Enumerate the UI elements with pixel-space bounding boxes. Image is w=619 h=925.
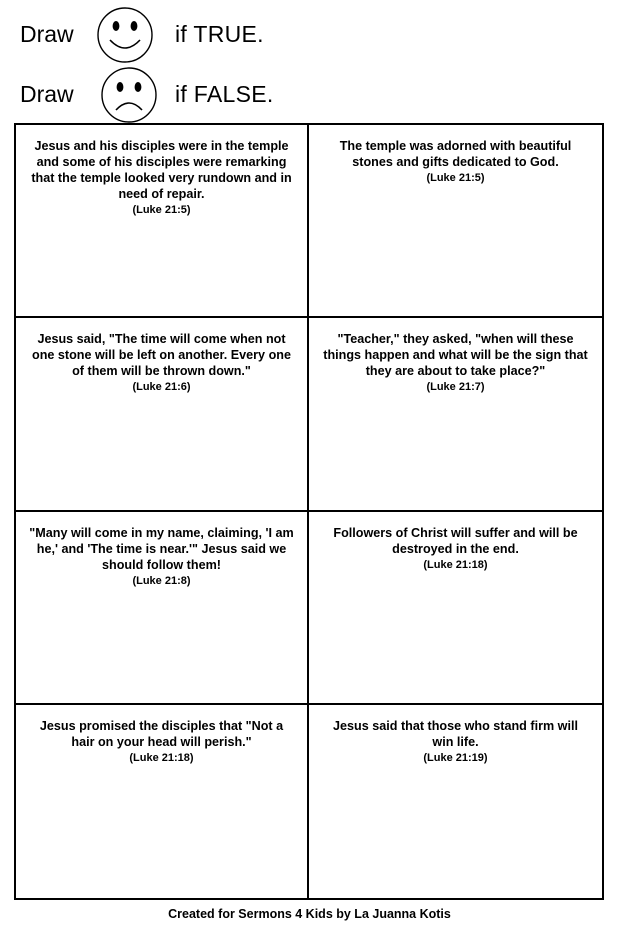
scripture-reference: (Luke 21:18)	[423, 558, 488, 571]
statement-card[interactable]	[16, 512, 309, 705]
scripture-reference: (Luke 21:5)	[132, 204, 191, 216]
statement-text: Jesus promised the disciples that "Not a hair on your head will perish."	[39, 718, 284, 749]
legend-false-label: if FALSE.	[175, 81, 274, 107]
scripture-reference: (Luke 21:5)	[426, 172, 485, 184]
statement-text: "Many will come in my name, claiming, 'I am he,' and 'The time is near.'" Jesus said we should follow them!	[29, 525, 294, 572]
statement-text: "Teacher," they asked, "when will these things happen and what will be the sign that they are about to take place?"	[323, 332, 588, 379]
statement-card[interactable]	[16, 318, 309, 511]
statement-card[interactable]	[309, 705, 602, 898]
statement-card[interactable]	[309, 125, 602, 318]
legend-true-row	[0, 4, 619, 64]
footer-credit: Created for Sermons 4 Kids by La Juanna Kotis	[168, 907, 451, 921]
statement-card[interactable]	[309, 318, 602, 511]
statement-text: Jesus said that those who stand firm will win life.	[333, 718, 578, 749]
frowny-face-icon	[100, 66, 158, 124]
statement-text: Jesus and his disciples were in the temple and some of his disciples were remarking that the temple looked very rundown and in need of repair.	[31, 139, 292, 201]
statement-text: Jesus said, "The time will come when not one stone will be left on another. Every one of them will be thrown down."	[32, 332, 291, 379]
scripture-reference: (Luke 21:6)	[132, 381, 191, 394]
statement-card[interactable]	[309, 512, 602, 705]
legend-draw-word: Draw	[20, 81, 74, 107]
legend-false-row	[0, 64, 619, 124]
legend-true-label: if TRUE.	[175, 21, 264, 47]
statement-grid	[14, 123, 604, 900]
scripture-reference: (Luke 21:19)	[423, 751, 488, 764]
statement-card[interactable]	[16, 705, 309, 898]
scripture-reference: (Luke 21:7)	[426, 381, 485, 394]
statement-text: Followers of Christ will suffer and will be destroyed in the end.	[333, 525, 578, 556]
smiley-face-icon	[96, 6, 154, 64]
scripture-reference: (Luke 21:8)	[132, 574, 191, 587]
statement-card[interactable]	[16, 125, 309, 318]
legend-draw-word: Draw	[20, 21, 74, 47]
scripture-reference: (Luke 21:18)	[129, 751, 194, 764]
statement-text: The temple was adorned with beautiful stones and gifts dedicated to God.	[339, 139, 572, 169]
